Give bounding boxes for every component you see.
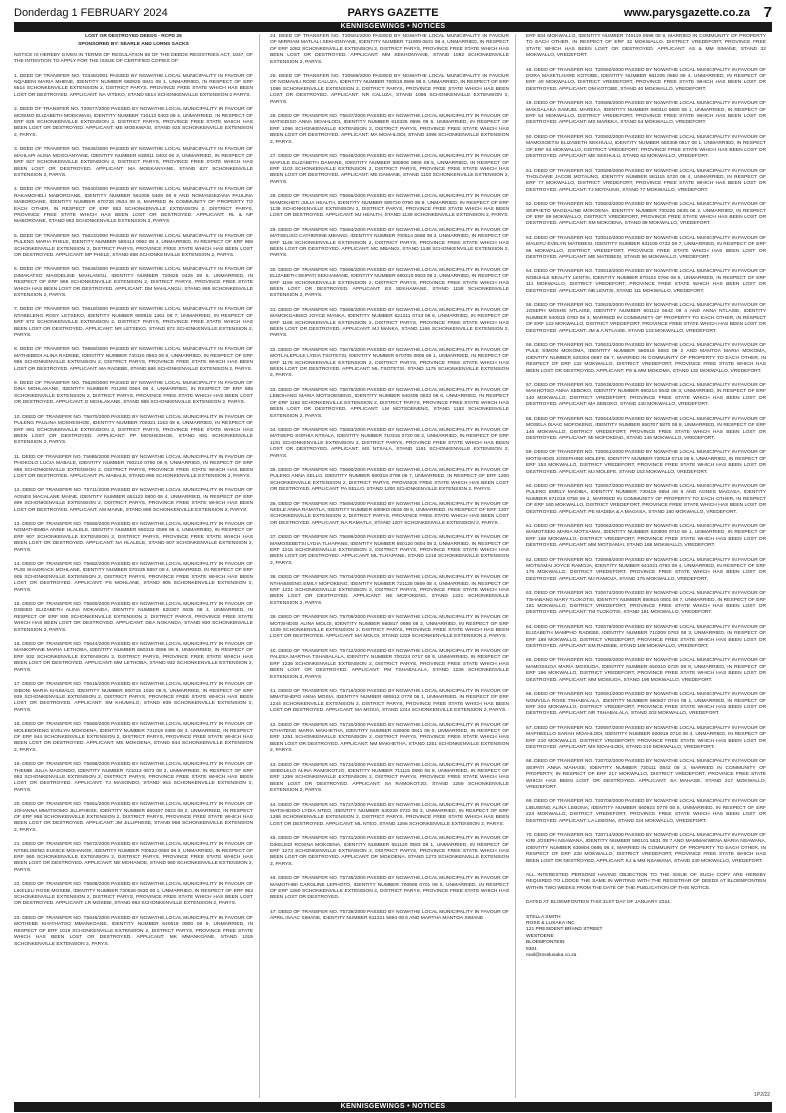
notice-entry: 59. DEED OF TRANSFER NO. T20651/2000 PASSED BY NGWATHE LOCAL MUNICIPALITY IN FAVOUR OF MOTSHIDISI JOSEPHINE MOLEFE, IDENTITY NUMBER 720519 0716 08 5, UNMARRIED, IN RESPECT OF ERF 153 MOKWALLO, DISTRICT VREDEFORT, PROVINCE FREE STATE WHICH HAS BEEN LOST OR DESTROYED. APPLICANT: MJ MOLEFE, STAND 153 MOKWALLO, VREDEFORT. bbox=[526, 450, 766, 475]
notice-entry: 60. DEED OF TRANSFER NO. T20657/2000 PASSED BY NGWATHE LOCAL MUNICIPALITY IN FAVOUR OF PULENG EMELY MADIBA, IDENTITY NUMBER 730419 0854 08 6 AND AGNES MAGASA, IDENTITY NUMBER 671019 0758 08 2, MARRIED IN COMMUNITY OF PROPERTY TO EACH OTHER, IN RESPECT OF ERF 160 MOKWALLO, DISTRICT VREDEFORT, PROVINCE FREE STATE WHICH HAS BEEN LOST OR DESTROYED. APPLICANT: PE MADIBA & A MAGASA, STAND 160 MOKWALLO, VREDEFORT. bbox=[526, 483, 766, 515]
notice-entry: 24. DEED OF TRANSFER NO. T20591/2000 PASSED BY NGWATHE LOCAL MUNICIPALITY IN FAVOUR OF MIRRIAM MATLALI SEKHONYANE, IDENTITY NUMBER 711009 0631 08 4, UNMARRIED, IN RESPECT OF ERF 1082 SCHONKENVILLE EXTENSION 2, DISTRICT PARYS, PROVINCE FREE STATE WHICH HAS BEEN LOST OR DESTROYED. APPLICANT: MM SEKHONYANE, STAND 1082 SCHONKENVILLE EXTENSION 2, PARYS. bbox=[270, 34, 509, 65]
notice-entry: 21. DEED OF TRANSFER NO. T5672/2000 PASSED BY NGWATHE LOCAL MUNICIPALITY IN FAVOUR OF NTSELISENG EUNICE MOHANOE, IDENTITY NUMBER 700522 0650 08 3, UNMARRIED, IN RESPECT OF ERF 960 SCHONKENVILLE EXTENSION 2, DISTRICT PARYS, PROVINCE FREE STATE WHICH HAS BEEN LOST OR DESTROYED. APPLICANT: NE MOHANOE, STAND 960 SCHONKENVILLE EXTENSION 2, PARYS. bbox=[14, 842, 253, 873]
notice-entry: 61. DEED OF TRANSFER NO. T20663/2000 PASSED BY NGWATHE LOCAL MUNICIPALITY IN FAVOUR OF MAMOTSEKI MARIA MOTSAMAI, IDENTITY NUMBER 620909 0710 08 1, UNMARRIED, IN RESPECT OF ERF 168 MOKWALLO, DISTRICT VREDEFORT, PROVINCE FREE STATE WHICH HAS BEEN LOST OR DESTROYED. APPLICANT: MM MOTSAMAI, STAND 168 MOKWALLO, VREDEFORT. bbox=[526, 523, 766, 549]
column-1 bbox=[14, 34, 260, 1098]
notice-entry: 63. DEED OF TRANSFER NO. T20674/2000 PASSED BY NGWATHE LOCAL MUNICIPALITY IN FAVOUR OF TSHABANG MARY TLOKOTSI, IDENTITY NUMBER 680615 0801 08 7, UNMARRIED, IN RESPECT OF ERF 181 MOKWALLO, DISTRICT VREDEFORT, PROVINCE FREE STATE WHICH HAS BEEN LOST OR DESTROYED. APPLICANT: TM TLOKOTSI, STAND 181 MOKWALLO, VREDEFORT. bbox=[526, 591, 766, 616]
page-number: 7 bbox=[763, 4, 772, 21]
notice-entry: 31. DEED OF TRANSFER NO. T5669/2000 PASSED BY NGWATHE LOCAL MUNICIPALITY IN FAVOUR OF MAMOKGABISO JOYCE MANKA, IDENTITY NUMBER 621211 0713 08 6, UNMARRIED, IN RESPECT OF ERF 1166 SCHONKENVILLE EXTENSION 2, DISTRICT PARYS, PROVINCE FREE STATE WHICH HAS BEEN LOST OR DESTROYED. APPLICANT: MJ MANKA, STAND 1166 SCHONKENVILLE EXTENSION 2, PARYS. bbox=[270, 307, 509, 339]
notice-entry: 13. DEED OF TRANSFER NO. T5550/2000 PASSED BY NGWATHE LOCAL MUNICIPALITY IN FAVOUR OF NOMATHEMBA ANNIE HLALELE, IDENTITY NUMBER 650222 0599 08 4, UNMARRIED, IN RESPECT OF ERF 907 SCHONKENVILLE EXTENSION 2, DISTRICT PARYS, PROVINCE FREE STATE WHICH HAS BEEN LOST OR DESTROYED. APPLICANT: NA HLALELE, STAND 907 SCHONKENVILLE EXTENSION 2, PARYS. bbox=[14, 521, 253, 553]
notice-entry: ALL INTERESTED PERSONS HAVING OBJECTION TO THE ISSUE OF SUCH COPY ARE HEREBY REQUIRED TO LODGE THE SAME IN WRITING WITH THE REGISTRAR OF DEEDS AT BLOEMFONTEIN WITHIN TWO WEEKS FROM THE DATE OF THE PUBLICATION OF THIS NOTICE. bbox=[526, 873, 766, 891]
notice-entry: 14. DEED OF TRANSFER NO. T5682/2000 PASSED BY NGWATHE LOCAL MUNICIPALITY IN FAVOUR OF PUSI SHADRACK MOHLANE, IDENTITY NUMBER 570225 5857 08 4, UNMARRIED, IN RESPECT OF ERF 905 SCHONKENVILLE EXTENSION 2, DISTRICT PARYS, PROVINCE FREE STATE WHICH HAS BEEN LOST OR DESTROYED. APPLICANT: PS MOHLANE, STAND 905 SCHONKENVILLE EXTENSION 2, PARYS. bbox=[14, 562, 253, 593]
notice-entry: 52. DEED OF TRANSFER NO. T20603/2000 PASSED BY NGWATHE LOCAL MUNICIPALITY IN FAVOUR OF SEIPHETO MAGDALINE MOKOENA, IDENTITY NUMBER 700226 0635 08 2, UNMARRIED, IN RESPECT OF ERF 89 MOKWALLO, DISTRICT VREDEFORT, PROVINCE FREE STATE WHICH HAS BEEN LOST OR DESTROYED. APPLICANT: SM MOKOENA, STAND 89 MOKWALLO, VREDEFORT. bbox=[526, 202, 766, 227]
column-3 bbox=[526, 34, 772, 1098]
column-2-entries bbox=[270, 34, 509, 923]
notice-entry: 6. DEED OF TRANSFER NO. T5646/2000 PASSED BY NGWATHE LOCAL MUNICIPALITY IN FAVOUR OF DIMAKATSO MAGDELINE MAHLANGU, IDENTITY NUMBER 720625 0425 08 5, UNMARRIED, IN RESPECT OF ERF 869 SCHONKENVILLE EXTENSION 2, DISTRICT PARYS, PROVINCE FREE STATE WHICH HAS BEEN LOST OR DESTROYED. APPLICANT: DM MAHLANGU, STAND 869 SCHONKENVILLE EXTENSION 2, PARYS. bbox=[14, 267, 253, 298]
notice-entry: 15. DEED OF TRANSFER NO. T5600/2000 PASSED BY NGWATHE LOCAL MUNICIPALITY IN FAVOUR OF DISEBO ELIZABETH ALINA NOKANDA, IDENTITY NUMBER 620307 0635 08 4, UNMARRIED, IN RESPECT OF ERF 930 SCHONKENVILLE EXTENSION 2, DISTRICT PARYS, PROVINCE FREE STATE WHICH HAS BEEN LOST OR DESTROYED. APPLICANT: DEA NOKANDA, STAND 930 SCHONKENVILLE EXTENSION 2, PARYS. bbox=[14, 602, 253, 633]
notice-entry: 11. DEED OF TRANSFER NO. T5685/2000 PASSED BY NGWATHE LOCAL MUNICIPALITY IN FAVOUR OF PHOKOLO LUCIA MABALE, IDENTITY NUMBER 760210 0766 08 9, UNMARRIED, IN RESPECT OF ERF 895 SCHONKENVILLE EXTENSION 2, DISTRICT PARYS, PROVINCE FREE STATE WHICH HAS BEEN LOST OR DESTROYED. APPLICANT: PL MABALE, STAND 895 SCHONKENVILLE EXTENSION 2, PARYS. bbox=[14, 454, 253, 479]
notice-entry: 49. DEED OF TRANSFER NO. T20586/2000 PASSED BY NGWATHE LOCAL MUNICIPALITY IN FAVOUR OF MAKGALAKA SAMUEL MAREKA, IDENTITY NUMBER 590410 5690 08 1, UNMARRIED, IN RESPECT OF ERF 54 MOKWALLO, DISTRICT VREDEFORT, PROVINCE FREE STATE WHICH HAS BEEN LOST OR DESTROYED. APPLICANT: MS MAREKA, STAND 54 MOKWALLO, VREDEFORT. bbox=[526, 101, 766, 126]
notice-entry: 10. DEED OF TRANSFER NO. T5670/2000 PASSED BY NGWATHE LOCAL MUNICIPALITY IN FAVOUR OF PULENG PAULINA MOSHESHOE, IDENTITY NUMBER 700321 1153 08 6, UNMARRIED, IN RESPECT OF ERF 891 SCHONKENVILLE EXTENSION 2, DISTRICT PARYS, PROVINCE FREE STATE WHICH HAS BEEN LOST OR DESTROYED. APPLICANT: PP MOSHESHOE, STAND 891 SCHONKENVILLE EXTENSION 2, PARYS. bbox=[14, 414, 253, 446]
notice-entry: 40. DEED OF TRANSFER NO. T5712/2000 PASSED BY NGWATHE LOCAL MUNICIPALITY IN FAVOUR OF PALESA MARTHA TSHABALALA, IDENTITY NUMBER 700224 0717 08 9, UNMARRIED, IN RESPECT OF ERF 1236 SCHONKENVILLE EXTENSION 2, DISTRICT PARYS, PROVINCE FREE STATE WHICH HAS BEEN LOST OR DESTROYED. APPLICANT: PM TSHABALALA, STAND 1236 SCHONKENVILLE EXTENSION 2, PARYS. bbox=[270, 648, 509, 680]
section-banner-top: KENNISGEWINGS • NOTICES bbox=[14, 22, 772, 32]
notice-entry: 33. DEED OF TRANSFER NO. T5679/2000 PASSED BY NGWATHE LOCAL MUNICIPALITY IN FAVOUR OF LEBOHANG MARIA MOTSOENENG, IDENTITY NUMBER 640405 0833 08 6, UNMARRIED, IN RESPECT OF ERF 1182 SCHONKENVILLE EXTENSION 2, DISTRICT PARYS, PROVINCE FREE STATE WHICH HAS BEEN LOST OR DESTROYED. APPLICANT: LM MOTSOENENG, STAND 1182 SCHONKENVILLE EXTENSION 2, PARYS. bbox=[270, 387, 509, 419]
notice-entry: 44. DEED OF TRANSFER NO. T5727/2000 PASSED BY NGWATHE LOCAL MUNICIPALITY IN FAVOUR OF MATSHIDISO LYDIA NTEO, IDENTITY NUMBER 640228 0722 08 3, UNMARRIED, IN RESPECT OF ERF 1266 SCHONKENVILLE EXTENSION 2, DISTRICT PARYS, PROVINCE FREE STATE WHICH HAS BEEN LOST OR DESTROYED. APPLICANT: ML NTEO, STAND 1266 SCHONKENVILLE EXTENSION 2, PARYS. bbox=[270, 802, 509, 827]
signature-line: 121 PRESIDENT BRAND STREET bbox=[526, 927, 603, 933]
notice-entry: 38. DEED OF TRANSFER NO. T5704/2000 PASSED BY NGWATHE LOCAL MUNICIPALITY IN FAVOUR OF NTHABISENG EMILY MOFOKENG, IDENTITY NUMBER 721128 0569 08 4, UNMARRIED, IN RESPECT OF ERF 1221 SCHONKENVILLE EXTENSION 2, DISTRICT PARYS, PROVINCE FREE STATE WHICH HAS BEEN LOST OR DESTROYED. APPLICANT: NE MOFOKENG, STAND 1221 SCHONKENVILLE EXTENSION 2, PARYS. bbox=[270, 575, 509, 606]
notice-entry: 22. DEED OF TRANSFER NO. T5608/2000 PASSED BY NGWATHE LOCAL MUNICIPALITY IN FAVOUR OF LIKELELI ROSE MOSEBI, IDENTITY NUMBER 730526 0530 08 1, UNMARRIED, IN RESPECT OF ERF 963 SCHONKENVILLE EXTENSION 2, DISTRICT PARYS, PROVINCE FREE STATE WHICH HAS BEEN LOST OR DESTROYED. APPLICANT: LR MOSEBI, STAND 963 SCHONKENVILLE EXTENSION 2, PARYS. bbox=[14, 882, 253, 907]
notice-entry: 12. DEED OF TRANSFER NO. T5711/2000 PASSED BY NGWATHE LOCAL MUNICIPALITY IN FAVOUR OF AGNES MACALANE MAINE, IDENTITY NUMBER 651122 0800 08 4, UNMARRIED, IN RESPECT OF ERF 899 SCHONKENVILLE EXTENSION 2, DISTRICT PARYS, PROVINCE FREE STATE WHICH HAS BEEN LOST OR DESTROYED. APPLICANT: AM MAINE, STAND 899 SCHONKENVILLE EXTENSION 2, PARYS. bbox=[14, 488, 253, 513]
signature-line: 9301 bbox=[526, 946, 537, 952]
notice-entry: 58. DEED OF TRANSFER NO. T20644/2000 PASSED BY NGWATHE LOCAL MUNICIPALITY IN FAVOUR OF MOSELA ISAAC MOFOKENG, IDENTITY NUMBER 650707 5870 08 8, UNMARRIED, IN RESPECT OF ERF 146 MOKWALLO, DISTRICT VREDEFORT, PROVINCE FREE STATE WHICH HAS BEEN LOST OR DESTROYED. APPLICANT: MI MOFOKENG, STAND 146 MOKWALLO, VREDEFORT. bbox=[526, 416, 766, 441]
notice-entry: 26. DEED OF TRANSFER NO. T5637/2000 PASSED BY NGWATHE LOCAL MUNICIPALITY IN FAVOUR OF MATSIDISO ANNA MOAHLODI, IDENTITY NUMBER 610325 0596 08 5, UNMARRIED, IN RESPECT OF ERF 1096 SCHONKENVILLE EXTENSION 2, DISTRICT PARYS, PROVINCE FREE STATE WHICH HAS BEEN LOST OR DESTROYED. APPLICANT: MA MOAHLODI, STAND 1096 SCHONKENVILLE EXTENSION 2, PARYS. bbox=[270, 114, 509, 145]
notice-entry: 45. DEED OF TRANSFER NO. T5731/2000 PASSED BY NGWATHE LOCAL MUNICIPALITY IN FAVOUR OF DIKELEDI ROSINA MOKOENA, IDENTITY NUMBER 651120 0593 08 1, UNMARRIED, IN RESPECT OF ERF 1273 SCHONKENVILLE EXTENSION 2, DISTRICT PARYS, PROVINCE FREE STATE WHICH HAS BEEN LOST OR DESTROYED. APPLICANT: DR MOKOENA, STAND 1273 SCHONKENVILLE EXTENSION 2, PARYS. bbox=[270, 836, 509, 867]
signature-line: WESTDENE bbox=[526, 933, 554, 939]
section-banner-bottom: KENNISGEWINGS • NOTICES bbox=[14, 1102, 772, 1112]
notice-entry: 30. DEED OF TRANSFER NO. T5666/2000 PASSED BY NGWATHE LOCAL MUNICIPALITY IN FAVOUR OF ELIZABETH SEIPATI SEKHAMANE, IDENTITY NUMBER 690210 0603 08 2, UNMARRIED, IN RESPECT OF ERF 1159 SCHONKENVILLE EXTENSION 2, DISTRICT PARYS, PROVINCE FREE STATE WHICH HAS BEEN LOST OR DESTROYED. APPLICANT: ES SEKHAMANE, STAND 1159 SCHONKENVILLE EXTENSION 2, PARYS. bbox=[270, 267, 509, 299]
notice-heading: LOST OR DESTROYED DEEDS - RCPD 25 bbox=[85, 34, 182, 39]
notice-entry: 18. DEED OF TRANSFER NO. T5650/2000 PASSED BY NGWATHE LOCAL MUNICIPALITY IN FAVOUR OF MOLEBOHENG EVELYN MOKOENA, IDENTITY NUMBER 731019 0489 08 3, UNMARRIED, IN RESPECT OF ERF 944 SCHONKENVILLE EXTENSION 2, DISTRICT PARYS, PROVINCE FREE STATE WHICH HAS BEEN LOST OR DESTROYED. APPLICANT: ME MOKOENA, STAND 944 SCHONKENVILLE EXTENSION 2, PARYS. bbox=[14, 722, 253, 753]
notice-entry: 68. DEED OF TRANSFER NO. T20702/2000 PASSED BY NGWATHE LOCAL MUNICIPALITY IN FAVOUR OF SEIPATI ANNA MAHASE, IDENTITY NUMBER 720111 0842 08 2, MARRIED IN COMMUNITY OF PROPERTY, IN RESPECT OF ERF 217 MOKWALLO, DISTRICT VREDEFORT, PROVINCE FREE STATE WHICH HAS BEEN LOST OR DESTROYED. APPLICANT: SA MAHASE, STAND 217 MOKWALLO, VREDEFORT. bbox=[526, 759, 766, 790]
notice-entry: 67. DEED OF TRANSFER NO. T20697/2000 PASSED BY NGWATHE LOCAL MUNICIPALITY IN FAVOUR OF MAPHEELLO SARAH MOAHLODI, IDENTITY NUMBER 600619 0716 08 4, UNMARRIED, IN RESPECT OF ERF 210 MOKWALLO, DISTRICT VREDEFORT, PROVINCE FREE STATE WHICH HAS BEEN LOST OR DESTROYED. APPLICANT: MS MOAHLODI, STAND 210 MOKWALLO, VREDEFORT. bbox=[526, 725, 766, 750]
notice-entry: 16. DEED OF TRANSFER NO. T5644/2000 PASSED BY NGWATHE LOCAL MUNICIPALITY IN FAVOUR OF MANKOPANE MARIA LETHOBA, IDENTITY NUMBER 650319 0596 08 9, UNMARRIED, IN RESPECT OF ERF 932 SCHONKENVILLE EXTENSION 2, DISTRICT PARYS, PROVINCE FREE STATE WHICH HAS BEEN LOST OR DESTROYED. APPLICANT: MM LETHOBA, STAND 932 SCHONKENVILLE EXTENSION 2, PARYS. bbox=[14, 642, 253, 673]
notice-entry: 4. DEED OF TRANSFER NO. T5640/2000 PASSED BY NGWATHE LOCAL MUNICIPALITY IN FAVOUR OF RAKAMOHELI MABOROANE, IDENTITY NUMBER 561005 5409 08 6 AND NOMANGEZANA PAULINA MABOROANE, IDENTITY NUMBER 670728 0534 08 8, MARRIED IN COMMUNITY OF PROPERTY TO EACH OTHER, IN RESPECT OF ERF 853 SCHONKENVILLE EXTENSION 2, DISTRICT PARYS, PROVINCE FREE STATE WHICH HAS BEEN LOST OR DESTROYED. APPLICANT: RL & NP MABOROANE, STAND 853 SCHONKENVILLE EXTENSION 2, PARYS. bbox=[14, 187, 253, 225]
page-reference: 1P2/22 bbox=[754, 1092, 770, 1098]
notice-entry: 55. DEED OF TRANSFER NO. T20625/2000 PASSED BY NGWATHE LOCAL MUNICIPALITY IN FAVOUR OF JOSEPH MOSHE NTLAISE, IDENTITY NUMBER 601112 5642 08 4 AND ANNA NTLAISE, IDENTITY NUMBER 640815 0783 08 3, MARRIED IN COMMUNITY OF PROPERTY TO EACH OTHER, IN RESPECT OF ERF 123 MOKWALLO, DISTRICT VREDEFORT, PROVINCE FREE STATE WHICH HAS BEEN LOST OR DESTROYED. APPLICANT: JM & A NTLAISE, STAND 123 MOKWALLO, VREDEFORT. bbox=[526, 303, 766, 334]
notice-entry: 64. DEED OF TRANSFER NO. T20679/2000 PASSED BY NGWATHE LOCAL MUNICIPALITY IN FAVOUR OF ELIZABETH MAMPHO RADEBE, IDENTITY NUMBER 710209 0783 08 3, UNMARRIED, IN RESPECT OF ERF 188 MOKWALLO, DISTRICT VREDEFORT, PROVINCE FREE STATE WHICH HAS BEEN LOST OR DESTROYED. APPLICANT: EM RADEBE, STAND 188 MOKWALLO, VREDEFORT. bbox=[526, 624, 766, 650]
notice-entry: 35. DEED OF TRANSFER NO. T5690/2000 PASSED BY NGWATHE LOCAL MUNICIPALITY IN FAVOUR OF PULENG ANNA SELLO, IDENTITY NUMBER 680318 0798 08 7, UNMARRIED, IN RESPECT OF ERF 1200 SCHONKENVILLE EXTENSION 2, DISTRICT PARYS, PROVINCE FREE STATE WHICH HAS BEEN LOST OR DESTROYED. APPLICANT: PA SELLO, STAND 1200 SCHONKENVILLE EXTENSION 2, PARYS. bbox=[270, 467, 509, 493]
notice-entry: 20. DEED OF TRANSFER NO. T5661/2000 PASSED BY NGWATHE LOCAL MUNICIPALITY IN FAVOUR OF JOHANNA MMATSOMO JILLIPHESE, IDENTITY NUMBER 660407 0623 08 2, UNMARRIED, IN RESPECT OF ERF 958 SCHONKENVILLE EXTENSION 2, DISTRICT PARYS, PROVINCE FREE STATE WHICH HAS BEEN LOST OR DESTROYED. APPLICANT: JM JILLIPHESE, STAND 958 SCHONKENVILLE EXTENSION 2, PARYS. bbox=[14, 802, 253, 833]
notice-entry: 37. DEED OF TRANSFER NO. T5699/2000 PASSED BY NGWATHE LOCAL MUNICIPALITY IN FAVOUR OF MAMOSEBETSI LYDIA TLHAPANE, IDENTITY NUMBER 650120 0604 08 3, UNMARRIED, IN RESPECT OF ERF 1215 SCHONKENVILLE EXTENSION 2, DISTRICT PARYS, PROVINCE FREE STATE WHICH HAS BEEN LOST OR DESTROYED. APPLICANT: ML TLHAPANE, STAND 1215 SCHONKENVILLE EXTENSION 2, PARYS. bbox=[270, 535, 509, 566]
notice-entry: 56. DEED OF TRANSFER NO. T20631/2000 PASSED BY NGWATHE LOCAL MUNICIPALITY IN FAVOUR OF PULE SIMON MOKOMA, IDENTITY NUMBER 580916 5583 08 2 AND MANTOA MARIA MOKOMA, IDENTITY NUMBER 620304 0697 08 7, MARRIED IN COMMUNITY OF PROPERTY TO EACH OTHER, IN RESPECT OF ERF 132 MOKWALLO, DISTRICT VREDEFORT, PROVINCE FREE STATE WHICH HAS BEEN LOST OR DESTROYED. APPLICANT: PS & MM MOKOMA, STAND 132 MOKWALLO, VREDEFORT. bbox=[526, 343, 766, 374]
notice-entry: 36. DEED OF TRANSFER NO. T5694/2000 PASSED BY NGWATHE LOCAL MUNICIPALITY IN FAVOUR OF NKELE ANNA RAMATLA, IDENTITY NUMBER 690903 0845 08 5, UNMARRIED, IN RESPECT OF ERF 1207 SCHONKENVILLE EXTENSION 2, DISTRICT PARYS, PROVINCE FREE STATE WHICH HAS BEEN LOST OR DESTROYED. APPLICANT: NA RAMATLA, STAND 1207 SCHONKENVILLE EXTENSION 2, PARYS. bbox=[270, 501, 509, 526]
notice-entry: 51. DEED OF TRANSFER NO. T20599/2000 PASSED BY NGWATHE LOCAL MUNICIPALITY IN FAVOUR OF THOLOANE JACOB MOTAUNG, IDENTITY NUMBER 581115 5720 08 4, UNMARRIED, IN RESPECT OF ERF 77 MOKWALLO, DISTRICT VREDEFORT, PROVINCE FREE STATE WHICH HAS BEEN LOST OR DESTROYED. APPLICANT: TJ MOTAUNG, STAND 77 MOKWALLO, VREDEFORT. bbox=[526, 168, 766, 193]
notice-entry: 5. DEED OF TRANSFER NO. T5623/2000 PASSED BY NGWATHE LOCAL MUNICIPALITY IN FAVOUR OF PULENG MARIA PHELE, IDENTITY NUMBER 580414 0962 08 4, UNMARRIED, IN RESPECT OF ERF 868 SCHONKENVILLE EXTENSION 2, DISTRICT PARYS, PROVINCE FREE STATE WHICH HAS BEEN LOST OR DESTROYED. APPLICANT: MP PHELE, STAND 868 SCHONKENVILLE EXTENSION 2, PARYS. bbox=[14, 233, 253, 258]
notice-entry: 48. DEED OF TRANSFER NO. T20560/2000 PASSED BY NGWATHE LOCAL MUNICIPALITY IN FAVOUR OF DORA MASETLHARE KOTOBE, IDENTITY NUMBER 681205 0850 08 4, UNMARRIED, IN RESPECT OF ERF 40 MOKWALLO, DISTRICT VREDEFORT, PROVINCE FREE STATE WHICH HAS BEEN LOST OR DESTROYED. APPLICANT: DM KOTOBE, STAND 40 MOKWALLO, VREDEFORT. bbox=[526, 67, 766, 92]
notice-entry: 54. DEED OF TRANSFER NO. T20618/2000 PASSED BY NGWATHE LOCAL MUNICIPALITY IN FAVOUR OF NOBUHLE BEAUTY LENTSI, IDENTITY NUMBER 670102 0766 08 5, UNMARRIED, IN RESPECT OF ERF 111 MOKWALLO, DISTRICT VREDEFORT, PROVINCE FREE STATE WHICH HAS BEEN LOST OR DESTROYED. APPLICANT: NB LENTSI, STAND 111 MOKWALLO, VREDEFORT. bbox=[526, 269, 766, 294]
notice-entry: 43. DEED OF TRANSFER NO. T5724/2000 PASSED BY NGWATHE LOCAL MUNICIPALITY IN FAVOUR OF SEBOLELO ALINA RAMOKOTJO, IDENTITY NUMBER 711115 0680 08 6, UNMARRIED, IN RESPECT OF ERF 1259 SCHONKENVILLE EXTENSION 2, DISTRICT PARYS, PROVINCE FREE STATE WHICH HAS BEEN LOST OR DESTROYED. APPLICANT: SA RAMOKOTJO, STAND 1259 SCHONKENVILLE EXTENSION 2, PARYS. bbox=[270, 762, 509, 794]
notice-entry: 57. DEED OF TRANSFER NO. T20638/2000 PASSED BY NGWATHE LOCAL MUNICIPALITY IN FAVOUR OF MAKHOTSO ANNA SEBOKO, IDENTITY NUMBER 690214 0632 08 3, UNMARRIED, IN RESPECT OF ERF 140 MOKWALLO, DISTRICT VREDEFORT, PROVINCE FREE STATE WHICH HAS BEEN LOST OR DESTROYED. APPLICANT: MA SEBOKO, STAND 140 MOKWALLO, VREDEFORT. bbox=[526, 383, 766, 408]
notice-entry: 17. DEED OF TRANSFER NO. T5615/2000 PASSED BY NGWATHE LOCAL MUNICIPALITY IN FAVOUR OF SIBONI MARIA KHUMALO, IDENTITY NUMBER 600716 1026 08 5, UNMARRIED, IN RESPECT OF ERF 939 SCHONKENVILLE EXTENSION 2, DISTRICT PARYS, PROVINCE FREE STATE WHICH HAS BEEN LOST OR DESTROYED. APPLICANT: SM KHUMALO, STAND 939 SCHONKENVILLE EXTENSION 2, PARYS. bbox=[14, 682, 253, 713]
notice-entry: 41. DEED OF TRANSFER NO. T5716/2000 PASSED BY NGWATHE LOCAL MUNICIPALITY IN FAVOUR OF MMATSHEPO ANNA MOSIA, IDENTITY NUMBER 690512 0778 08 1, UNMARRIED, IN RESPECT OF ERF 1244 SCHONKENVILLE EXTENSION 2, DISTRICT PARYS, PROVINCE FREE STATE WHICH HAS BEEN LOST OR DESTROYED. APPLICANT: MA MOSIA, STAND 1244 SCHONKENVILLE EXTENSION 2, PARYS. bbox=[270, 688, 509, 714]
signature-line: ROSS & LUSAKA INC bbox=[526, 921, 575, 927]
contact-email[interactable]: mail@rosslusaka.co.za bbox=[526, 953, 577, 959]
issue-date: Donderdag 1 FEBRUARY 2024 bbox=[14, 7, 168, 19]
notice-entry: DATED AT BLOEMFONTEIN THIS 31ST DAY OF JANUARY 2024. bbox=[526, 900, 672, 906]
notice-entry: 23. DEED OF TRANSFER NO. T5645/2000 PASSED BY NGWATHE LOCAL MUNICIPALITY IN FAVOUR OF MOTHEBE KHATHATSO MMANKOANE, IDENTITY NUMBER 640519 0800 08 9, UNMARRIED, IN RESPECT OF ERF 1019 SCHONKENVILLE EXTENSION 2, DISTRICT PARYS, PROVINCE FREE STATE WHICH HAS BEEN LOST OR DESTROYED. APPLICANT: MK MMANKOANE, STAND 1019 SCHONKENVILLE EXTENSION 2, PARYS. bbox=[14, 915, 253, 947]
notice-intro: NOTICE IS HEREBY GIVEN IN TERMS OF REGULATION 68 OF THE DEEDS REGISTRIES ACT, 1937, OF THE INTENTION TO APPLY FOR THE ISSUE OF CERTIFIED COPIES OF: bbox=[14, 52, 253, 65]
column-3-entries bbox=[526, 34, 766, 907]
signature-line: STELLA SMITH bbox=[526, 914, 561, 920]
notice-entry: 27. DEED OF TRANSFER NO. T5648/2000 PASSED BY NGWATHE LOCAL MUNICIPALITY IN FAVOUR OF MAPULE ELIZABETH DAMANE, IDENTITY NUMBER 580906 0806 08 5, UNMARRIED, IN RESPECT OF ERF 1103 SCHONKENVILLE EXTENSION 2, DISTRICT PARYS, PROVINCE FREE STATE WHICH HAS BEEN LOST OR DESTROYED. APPLICANT: ME DAMANE, STAND 1103 SCHONKENVILLE EXTENSION 2, PARYS. bbox=[270, 154, 509, 185]
notice-entry: 47. DEED OF TRANSFER NO. T5739/2000 PASSED BY NGWATHE LOCAL MUNICIPALITY IN FAVOUR OF APRIL ISAAC SIMANE, IDENTITY NUMBER 611221 5694 08 6 AND MARTHA MANTOA SIMANE bbox=[270, 909, 509, 922]
notice-entry: 2. DEED OF TRANSFER NO. T20577/2000 PASSED BY NGWATHE LOCAL MUNICIPALITY IN FAVOUR OF MOSIMO ELIZABETH MOEKWASI, IDENTITY NUMBER 710113 0403 08 4, UNMARRIED, IN RESPECT OF ERF 825 SCHONKENVILLE EXTENSION 2, DISTRICT PARYS, PROVINCE FREE STATE WHICH HAS BEEN LOST OR DESTROYED. APPLICANT: ME MOEKWASI, STAND 825 SCHONKENVILLE EXTENSION 2, PARYS. bbox=[14, 107, 253, 138]
notice-sponsor: SPONSORED BY: SEARLE AND LORNS SACKS bbox=[78, 42, 189, 48]
notice-entry: 50. DEED OF TRANSFER NO. T20592/2000 PASSED BY NGWATHE LOCAL MUNICIPALITY IN FAVOUR OF MAMOSOETSI ELIZABETH SEKHULU, IDENTITY NUMBER 650308 0817 08 1, UNMARRIED, IN RESPECT OF ERF 63 MOKWALLO, DISTRICT VREDEFORT, PROVINCE FREE STATE WHICH HAS BEEN LOST OR DESTROYED. APPLICANT: ME SEKHULU, STAND 63 MOKWALLO, VREDEFORT. bbox=[526, 134, 766, 160]
column-2 bbox=[270, 34, 516, 1098]
notice-columns bbox=[14, 34, 772, 1098]
notice-entry: 25. DEED OF TRANSFER NO. T20586/2000 PASSED BY NGWATHE LOCAL MUNICIPALITY IN FAVOUR OF NOMAVILI ROSE CALUZA, IDENTITY NUMBER 700918 0596 08 0, UNMARRIED, IN RESPECT OF ERF 1086 SCHONKENVILLE EXTENSION 2, DISTRICT PARYS, PROVINCE FREE STATE WHICH HAS BEEN LOST OR DESTROYED. APPLICANT: NR CALUZA, STAND 1086 SCHONKENVILLE EXTENSION 2, PARYS. bbox=[270, 74, 509, 105]
masthead bbox=[14, 4, 772, 22]
publication-title: PARYS GAZETTE bbox=[347, 7, 439, 19]
notice-entry: 42. DEED OF TRANSFER NO. T5720/2000 PASSED BY NGWATHE LOCAL MUNICIPALITY IN FAVOUR OF NTHATENG MARIA MAKHETHA, IDENTITY NUMBER 630906 0841 08 0, UNMARRIED, IN RESPECT OF ERF 1251 SCHONKENVILLE EXTENSION 2, DISTRICT PARYS, PROVINCE FREE STATE WHICH HAS BEEN LOST OR DESTROYED. APPLICANT: NM MAKHETHA, STAND 1251 SCHONKENVILLE EXTENSION 2, PARYS. bbox=[270, 722, 509, 754]
notice-entry: 39. DEED OF TRANSFER NO. T5708/2000 PASSED BY NGWATHE LOCAL MUNICIPALITY IN FAVOUR OF MOTSHIDISI ALINA MOLOI, IDENTITY NUMBER 660817 0698 08 2, UNMARRIED, IN RESPECT OF ERF 1229 SCHONKENVILLE EXTENSION 2, DISTRICT PARYS, PROVINCE FREE STATE WHICH HAS BEEN LOST OR DESTROYED. APPLICANT: MA MOLOI, STAND 1229 SCHONKENVILLE EXTENSION 2, PARYS. bbox=[270, 615, 509, 640]
column-1-entries bbox=[14, 74, 253, 948]
notice-entry: 34. DEED OF TRANSFER NO. T5683/2000 PASSED BY NGWATHE LOCAL MUNICIPALITY IN FAVOUR OF MATSEPO SOPHIA NTSALA, IDENTITY NUMBER 710315 0720 08 2, UNMARRIED, IN RESPECT OF ERF 1191 SCHONKENVILLE EXTENSION 2, DISTRICT PARYS, PROVINCE FREE STATE WHICH HAS BEEN LOST OR DESTROYED. APPLICANT: MS NTSALA, STAND 1191 SCHONKENVILLE EXTENSION 2, PARYS. bbox=[270, 427, 509, 459]
notice-entry: 19. DEED OF TRANSFER NO. T5698/2000 PASSED BY NGWATHE LOCAL MUNICIPALITY IN FAVOUR OF THEMBI JULIA MASONDO, IDENTITY NUMBER 721013 0673 08 2, UNMARRIED, IN RESPECT OF ERF 953 SCHONKENVILLE EXTENSION 2, DISTRICT PARYS, PROVINCE FREE STATE WHICH HAS BEEN LOST OR DESTROYED. APPLICANT: TJ MASONDO, STAND 953 SCHONKENVILLE EXTENSION 2, PARYS. bbox=[14, 762, 253, 793]
notice-entry: 29. DEED OF TRANSFER NO. T5664/2000 PASSED BY NGWATHE LOCAL MUNICIPALITY IN FAVOUR OF MATSELISO CATHERINE MBANGI, IDENTITY NUMBER 700614 0668 08 3, UNMARRIED, IN RESPECT OF ERF 1148 SCHONKENVILLE EXTENSION 2, DISTRICT PARYS, PROVINCE FREE STATE WHICH HAS BEEN LOST OR DESTROYED. APPLICANT: MC MBANGI, STAND 1148 SCHONKENVILLE EXTENSION 2, PARYS. bbox=[270, 227, 509, 259]
notice-entry: 65. DEED OF TRANSFER NO. T20685/2000 PASSED BY NGWATHE LOCAL MUNICIPALITY IN FAVOUR OF MAMOSIUOA MARIA MOSIUOA, IDENTITY NUMBER 650310 0730 08 9, UNMARRIED, IN RESPECT OF ERF 196 MOKWALLO, DISTRICT VREDEFORT, PROVINCE FREE STATE WHICH HAS BEEN LOST OR DESTROYED. APPLICANT: MM MOSIUOA, STAND 196 MOKWALLO, VREDEFORT. bbox=[526, 658, 766, 683]
notice-entry: 62. DEED OF TRANSFER NO. T20668/2000 PASSED BY NGWATHE LOCAL MUNICIPALITY IN FAVOUR OF MOTSAMAI JOYCE RAMOJA, IDENTITY NUMBER 641021 0792 08 4, UNMARRIED, IN RESPECT OF ERF 175 MOKWALLO, DISTRICT VREDEFORT, PROVINCE FREE STATE WHICH HAS BEEN LOST OR DESTROYED. APPLICANT: MJ RAMOJA, STAND 175 MOKWALLO, VREDEFORT. bbox=[526, 557, 766, 582]
notice-entry: 7. DEED OF TRANSFER NO. T5618/2000 PASSED BY NGWATHE LOCAL MUNICIPALITY IN FAVOUR OF NTABELENG ROSY LETSEKO, IDENTITY NUMBER 680918 1361 08 7, UNMARRIED, IN RESPECT OF ERF 872 SCHONKENVILLE EXTENSION 2, DISTRICT PARYS, PROVINCE FREE STATE WHICH HAS BEEN LOST OR DESTROYED. APPLICANT: NR LETSEKO, STAND 872 SCHONKENVILLE EXTENSION 2, PARYS. bbox=[14, 307, 253, 339]
notice-entry: 28. DEED OF TRANSFER NO. T5656/2000 PASSED BY NGWATHE LOCAL MUNICIPALITY IN FAVOUR OF MAMOKHETI JULIA HEALTH, IDENTITY NUMBER 680720 0790 08 9, UNMARRIED, IN RESPECT OF ERF 1139 SCHONKENVILLE EXTENSION 2, DISTRICT PARYS, PROVINCE FREE STATE WHICH HAS BEEN LOST OR DESTROYED. APPLICANT: MJ HEALTH, STAND 1139 SCHONKENVILLE EXTENSION 2, PARYS. bbox=[270, 194, 509, 219]
website-link[interactable]: www.parysgazette.co.za bbox=[623, 7, 750, 19]
notice-entry: 70. DEED OF TRANSFER NO. T20714/2000 PASSED BY NGWATHE LOCAL MUNICIPALITY IN FAVOUR OF KIRI JOSEPH NSAWANA, IDENTITY NUMBER 590101 5831 08 7 AND MAMMAKWENA MARIA NSAWANA, IDENTITY NUMBER 630904 0685 08 4, MARRIED IN COMMUNITY OF PROPERTY TO EACH OTHER, IN RESPECT OF ERF 230 MOKWALLO, DISTRICT VREDEFORT, PROVINCE FREE STATE WHICH HAS BEEN LOST OR DESTROYED. APPLICANT: KJ & MM NSAWANA, STAND 230 MOKWALLO, VREDEFORT. bbox=[526, 833, 766, 864]
notice-entry: 46. DEED OF TRANSFER NO. T5735/2000 PASSED BY NGWATHE LOCAL MUNICIPALITY IN FAVOUR OF MAMOTHIBI CAROLINE LEPHOTO, IDENTITY NUMBER 700908 0701 08 5, UNMARRIED, IN RESPECT OF ERF 1280 SCHONKENVILLE EXTENSION 2, DISTRICT PARYS, PROVINCE FREE STATE WHICH HAS BEEN LOST OR DESTROYED. bbox=[270, 876, 509, 901]
notice-entry: 69. DEED OF TRANSFER NO. T20708/2000 PASSED BY NGWATHE LOCAL MUNICIPALITY IN FAVOUR OF LIBUSENG ALINA LEBONA, IDENTITY NUMBER 660923 0779 08 5, UNMARRIED, IN RESPECT OF ERF 224 MOKWALLO, DISTRICT VREDEFORT, PROVINCE FREE STATE WHICH HAS BEEN LOST OR DESTROYED. APPLICANT: LA LEBONA, STAND 224 MOKWALLO, VREDEFORT. bbox=[526, 799, 766, 824]
notice-entry: 9. DEED OF TRANSFER NO. T5629/2000 PASSED BY NGWATHE LOCAL MUNICIPALITY IN FAVOUR OF DINA MOHLAKANE, IDENTITY NUMBER 701208 0584 08 4, UNMARRIED, IN RESPECT OF ERF 889 SCHONKENVILLE EXTENSION 2, DISTRICT PARYS, PROVINCE FREE STATE WHICH HAS BEEN LOST OR DESTROYED. APPLICANT: D MOHLAKANE, STAND 889 SCHONKENVILLE EXTENSION 2, PARYS. bbox=[14, 381, 253, 406]
notice-entry: 3. DEED OF TRANSFER NO. T5635/2000 PASSED BY NGWATHE LOCAL MUNICIPALITY IN FAVOUR OF MAHLAPI ALINA MOGOANYANE, IDENTITY NUMBER 630811 0403 08 3, UNMARRIED, IN RESPECT OF ERF 827 SCHONKENVILLE EXTENSION 2, DISTRICT PARYS, PROVINCE FREE STATE WHICH HAS BEEN LOST OR DESTROYED. APPLICANT: MA MOEKANYANE, STAND 827 SCHONKENVILLE EXTENSION 2, PARYS. bbox=[14, 147, 253, 178]
notice-entry: 53. DEED OF TRANSFER NO. T20610/2000 PASSED BY NGWATHE LOCAL MUNICIPALITY IN FAVOUR OF MALEFU EVELYN MATEBESI, IDENTITY NUMBER 631109 0733 08 7, UNMARRIED, IN RESPECT OF ERF 96 MOKWALLO, DISTRICT VREDEFORT, PROVINCE FREE STATE WHICH HAS BEEN LOST OR DESTROYED. APPLICANT: ME MATEBESI, STAND 96 MOKWALLO, VREDEFORT. bbox=[526, 235, 766, 260]
notice-entry: 32. DEED OF TRANSFER NO. T5676/2000 PASSED BY NGWATHE LOCAL MUNICIPALITY IN FAVOUR OF MOTLALEPULE LYDIA TSOTETSI, IDENTITY NUMBER 670705 0806 08 1, UNMARRIED, IN RESPECT OF ERF 1175 SCHONKENVILLE EXTENSION 2, DISTRICT PARYS, PROVINCE FREE STATE WHICH HAS BEEN LOST OR DESTROYED. APPLICANT: ML TSOTETSI, STAND 1175 SCHONKENVILLE EXTENSION 2, PARYS. bbox=[270, 347, 509, 379]
notice-entry: 1. DEED OF TRANSFER NO. T2348/2001 PASSED BY NGWATHE LOCAL MUNICIPALITY IN FAVOUR OF NQABENI MARIA MHENE, IDENTITY NUMBER 660825 0841 08 1, UNMARRIED, IN RESPECT OF ERF 6514 SCHONKENVILLE EXTENSION 2, DISTRICT PARYS, PROVINCE FREE STATE WHICH HAS BEEN LOST OR DESTROYED. APPLICANT: NA VITEKO, STAND 6514 SCHONKENVILLE EXTENSION 2 PARYS. bbox=[14, 73, 253, 98]
signature-line: BLOEMFONTEIN bbox=[526, 940, 565, 946]
notice-entry: ERF 834 MOKWALLO, IDENTITY NUMBER 740119 0598 08 9, MARRIED IN COMMUNITY OF PROPERTY TO EACH OTHER, IN RESPECT OF ERF 32 MOKWALLO, DISTRICT VREDEFORT, PROVINCE FREE STATE WHICH HAS BEEN LOST OR DESTROYED. APPLICANT: AS & MM SIMANE, STAND 32 MOKWALLO, VREDEFORT. bbox=[526, 34, 766, 59]
notice-entry: 66. DEED OF TRANSFER NO. T20691/2000 PASSED BY NGWATHE LOCAL MUNICIPALITY IN FAVOUR OF NOMVULA ROSE TSHABALALA, IDENTITY NUMBER 690827 0744 08 1, UNMARRIED, IN RESPECT OF ERF 203 MOKWALLO, DISTRICT VREDEFORT, PROVINCE FREE STATE WHICH HAS BEEN LOST OR DESTROYED. APPLICANT: NR TSHABALALA, STAND 203 MOKWALLO, VREDEFORT. bbox=[526, 692, 766, 717]
notice-entry: 8. DEED OF TRANSFER NO. T6959/2000 PASSED BY NGWATHE LOCAL MUNICIPALITY IN FAVOUR OF MATHEBEDI ALINA RADEBE, IDENTITY NUMBER 740110 0553 08 6, UNMARRIED, IN RESPECT OF ERF 886 SCHONKENVILLE EXTENSION 2, DISTRICT PARYS, PROVINCE FREE STATE WHICH HAS BEEN LOST OR DESTROYED. APPLICANT: MA RADEBE, STAND 886 SCHONKENVILLE EXTENSION 2, PARYS. bbox=[14, 347, 253, 372]
signature-block bbox=[526, 915, 766, 960]
